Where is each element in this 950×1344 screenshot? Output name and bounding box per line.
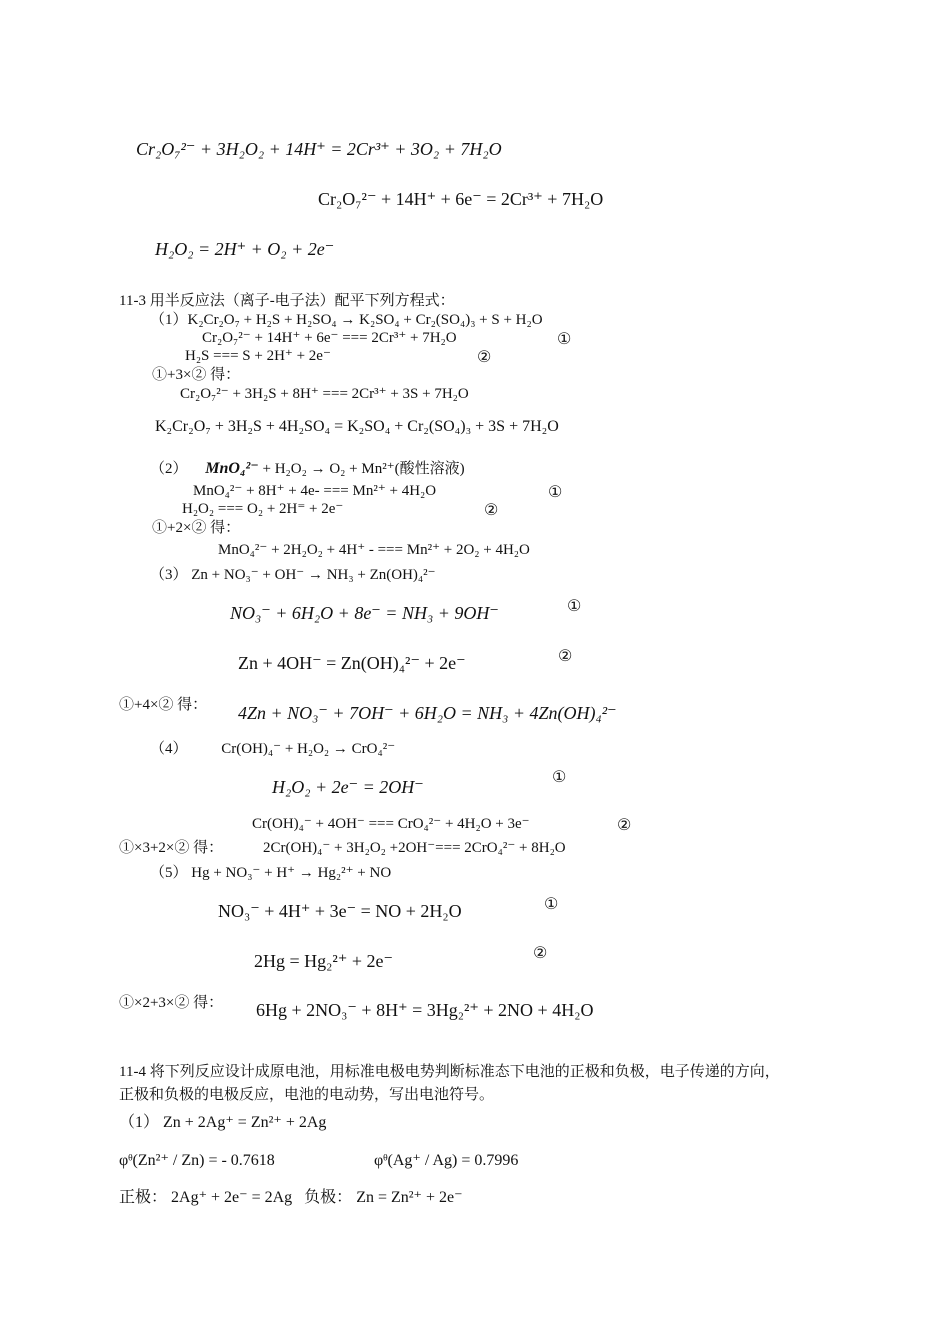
marker-1: ① [548, 484, 563, 501]
problem-1-combine: ①+3×② 得： [152, 367, 241, 383]
problem-4-reaction: Cr(OH)₄⁻ + H₂O₂ → CrO₄²⁻ [221, 741, 396, 757]
positive-electrode-label: 正极： [119, 1189, 168, 1206]
problem-4-half-2: Cr(OH)₄⁻ + 4OH⁻ === CrO₄²⁻ + 4H₂O + 3e⁻ [252, 816, 530, 832]
marker-1: ① [567, 598, 582, 615]
problem-1-half-1: Cr₂O₇²⁻ + 14H⁺ + 6e⁻ === 2Cr³⁺ + 7H₂O [202, 330, 457, 346]
problem-3-result: 4Zn + NO₃⁻ + 7OH⁻ + 6H₂O = NH₃ + 4Zn(OH)₄²⁻ [238, 703, 617, 723]
marker-2: ② [617, 817, 632, 834]
problem-4-half-1: H₂O₂ + 2e⁻ = 2OH⁻ [272, 777, 424, 797]
problem-3-combine: ①+4×② 得： [119, 697, 208, 713]
problem-1-title: （1）K₂Cr₂O₇ + H₂S + H₂SO₄ → K₂SO₄ + Cr₂(SO₄)₃ + S + H₂O [150, 312, 543, 328]
negative-electrode-reaction: Zn = Zn²⁺ + 2e⁻ [356, 1189, 463, 1206]
permanganate-formula: MnO₄²⁻ [205, 460, 259, 477]
marker-2: ② [533, 945, 548, 962]
section-heading-11-3: 11-3 用半反应法（离子-电子法）配平下列方程式： [119, 293, 455, 309]
problem-2-number: （2） [150, 461, 188, 477]
problem-5-half-2: 2Hg = Hg₂²⁺ + 2e⁻ [254, 951, 393, 971]
problem-4-combine: ①×3+2×② 得： [119, 840, 224, 856]
section-heading-11-4-line-1: 11-4 将下列反应设计成原电池，用标准电极电势判断标准态下电池的正极和负极，电子传递的方向， [119, 1064, 780, 1080]
problem-2-half-1: MnO₄²⁻ + 8H⁺ + 4e- === Mn²⁺ + 4H₂O [193, 483, 437, 499]
marker-1: ① [552, 769, 567, 786]
problem-3-half-1: NO₃⁻ + 6H₂O + 8e⁻ = NH₃ + 9OH⁻ [230, 603, 499, 623]
positive-electrode-line [119, 1189, 463, 1207]
equation-peroxide-half: H₂O₂ = 2H⁺ + O₂ + 2e⁻ [155, 239, 335, 259]
problem-2-title [150, 460, 465, 478]
equation-dichromate-peroxide: Cr₂O₇²⁻ + 3H₂O₂ + 14H⁺ = 2Cr³⁺ + 3O₂ + 7H₂O [136, 139, 502, 159]
problem-5-title: （5） Hg + NO₃⁻ + H⁺ → Hg₂²⁺ + NO [150, 865, 392, 881]
marker-1: ① [544, 896, 559, 913]
problem-4-title [150, 741, 395, 758]
problem-4-result: 2Cr(OH)₄⁻ + 3H₂O₂ +2OH⁻=== 2CrO₄²⁻ + 8H₂O [263, 840, 566, 856]
problem-5-combine: ①×2+3×② 得： [119, 995, 224, 1011]
problem-11-4-1-title: （1） Zn + 2Ag⁺ = Zn²⁺ + 2Ag [119, 1114, 327, 1131]
problem-2-result: MnO₄²⁻ + 2H₂O₂ + 4H⁺ - === Mn²⁺ + 2O₂ + 4H₂O [218, 542, 530, 558]
marker-1: ① [557, 331, 572, 348]
problem-1-ionic: Cr₂O₇²⁻ + 3H₂S + 8H⁺ === 2Cr³⁺ + 3S + 7H₂O [180, 386, 469, 402]
equation-dichromate-half: Cr₂O₇²⁻ + 14H⁺ + 6e⁻ = 2Cr³⁺ + 7H₂O [318, 189, 604, 209]
problem-4-number: （4） [150, 741, 188, 757]
problem-5-half-1: NO₃⁻ + 4H⁺ + 3e⁻ = NO + 2H₂O [218, 901, 462, 921]
negative-electrode-label: 负极： [304, 1189, 353, 1206]
problem-1-full: K₂Cr₂O₇ + 3H₂S + 4H₂SO₄ = K₂SO₄ + Cr₂(SO₄)₃ + 3S + 7H₂O [155, 418, 559, 435]
problem-2-title-rest: + H₂O₂ → O₂ + Mn²⁺(酸性溶液) [258, 461, 465, 477]
problem-5-result: 6Hg + 2NO₃⁻ + 8H⁺ = 3Hg₂²⁺ + 2NO + 4H₂O [256, 1000, 594, 1020]
potential-zinc: φᶿ(Zn²⁺ / Zn) = - 0.7618 [119, 1152, 275, 1169]
problem-2-half-2: H₂O₂ === O₂ + 2H⁼ + 2e⁻ [182, 501, 344, 517]
marker-2: ② [558, 648, 573, 665]
marker-2: ② [484, 502, 499, 519]
marker-2: ② [477, 349, 492, 366]
problem-1-half-2: H₂S === S + 2H⁺ + 2e⁻ [185, 348, 331, 364]
problem-3-half-2: Zn + 4OH⁻ = Zn(OH)₄²⁻ + 2e⁻ [238, 653, 466, 673]
potential-silver: φᶿ(Ag⁺ / Ag) = 0.7996 [374, 1152, 519, 1169]
positive-electrode-reaction: 2Ag⁺ + 2e⁻ = 2Ag [171, 1189, 293, 1206]
problem-2-combine: ①+2×② 得： [152, 520, 241, 536]
problem-3-title: （3） Zn + NO₃⁻ + OH⁻ → NH₃ + Zn(OH)₄²⁻ [150, 567, 436, 583]
section-heading-11-4-line-2: 正极和负极的电极反应，电池的电动势，写出电池符号。 [119, 1087, 495, 1103]
